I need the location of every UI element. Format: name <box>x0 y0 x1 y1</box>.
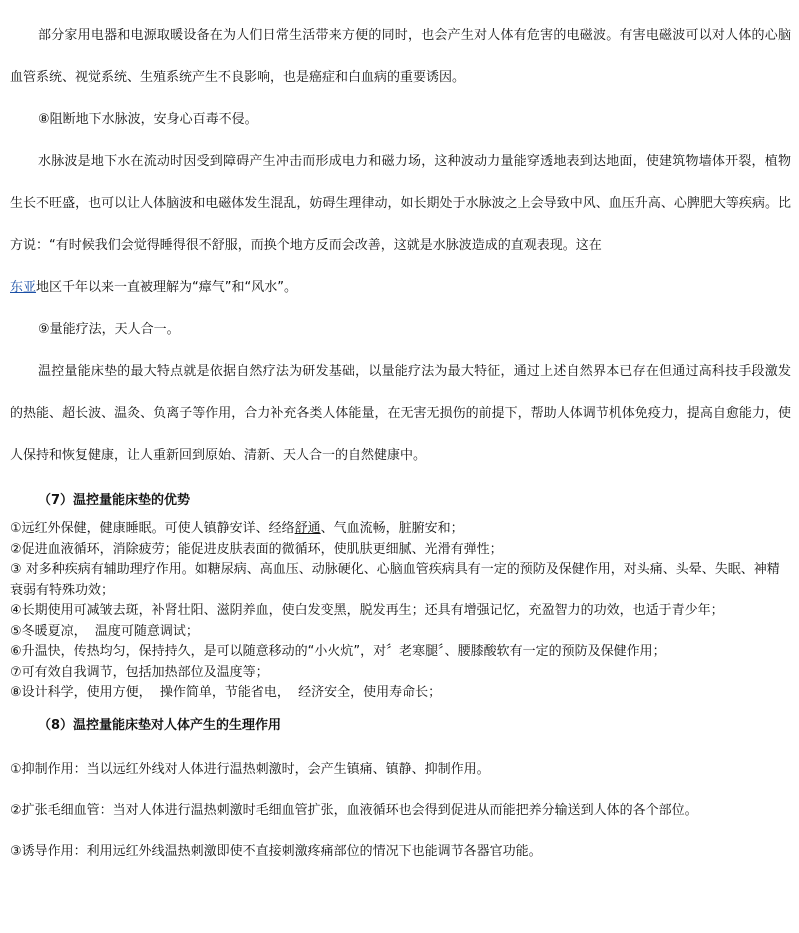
advantage-1-text: ①远红外保健，健康睡眠。可使人镇静安详、经络 <box>10 521 295 536</box>
effect-inhibition: ①抑制作用：当以远红外线对人体进行温热刺激时，会产生镇痛、镇静、抑制作用。 <box>10 761 490 777</box>
section-8-heading: （8）温控量能床垫对人体产生的生理作用 <box>38 717 282 733</box>
advantage-item <box>10 519 791 540</box>
paragraph-water-vein <box>10 141 791 267</box>
advantage-4-text: ④长期使用可减皱去斑，补肾壮阳、滋阴养血，使白发变黑，脱发再生；还具有增强记忆，充盈智力的功效，也适于青少年； <box>10 603 724 618</box>
advantage-6-text: ⑥升温快，传热均匀，保持持久，是可以随意移动的“小火炕”，对〞老寒腿〞、腰膝酸软有一定的预防及保健作用； <box>10 644 666 659</box>
paragraph-em-waves: 部分家用电器和电源取暖设备在为人们日常生活带来方便的同时，也会产生对人体有危害的电磁波。有害电磁波可以对人体的心脑血管系统、视觉系统、生殖系统产生不良影响，也是癌症和白血病的重要诱因。 <box>10 28 791 85</box>
advantage-item <box>10 560 791 601</box>
advantage-item <box>10 622 791 643</box>
advantage-item <box>10 642 791 663</box>
advantage-5-text: ⑤冬暖夏凉， 温度可随意调试； <box>10 623 199 639</box>
advantage-7-text: ⑦可有效自我调节，包括加热部位及温度等； <box>10 664 269 680</box>
water-vein-text: 水脉波是地下水在流动时因受到障碍产生冲击而形成电力和磁力场，这种波动力量能穿透地表到达地面，使建筑物墙体开裂，植物生长不旺盛，也可以让人体脑波和电磁体发生混乱，妨碍生理律动，如长期处于水脉波之上会导致中风、血压升高、心脾肥大等疾病。比方说：“有时候我们会觉得睡得很不舒服，而换个地方反而会改善，这就是水脉波造成的直观表现。这在 <box>10 154 791 253</box>
article-body <box>10 0 791 862</box>
section-7-heading: （7）温控量能床垫的优势 <box>38 493 191 508</box>
advantage-3-text: ③ 对多种疾病有辅助理疗作用。如糖尿病、高血压、动脉硬化、心脑血管疾病具有一定的预防及保健作用，对头痛、头晕、失眠、神精衰弱有特殊功效； <box>10 562 780 598</box>
effect-capillary: ②扩张毛细血管：当对人体进行温热刺激时毛细血管扩张，血液循环也会得到促进从而能把养分输送到人体的各个部位。 <box>10 802 698 818</box>
paragraph-point-9: ⑨量能疗法，天人合一。 <box>38 322 180 337</box>
advantage-2-text: ②促进血液循环，消除疲劳；能促进皮肤表面的微循环，使肌肤更细腻、光滑有弹性； <box>10 541 503 557</box>
east-asia-link[interactable]: 东亚 <box>10 280 37 295</box>
advantage-item <box>10 663 791 684</box>
effect-induction: ③诱导作用：利用远红外线温热刺激即使不直接刺激疼痛部位的情况下也能调节各器官功能。 <box>10 843 542 859</box>
advantage-8-text: ⑧设计科学，使用方便， 操作简单，节能省电， 经济安全，使用寿命长； <box>10 685 442 700</box>
paragraph-east-asia <box>10 267 791 309</box>
east-asia-tail: 地区千年以来一直被理解为“瘴气”和“风水”。 <box>36 280 297 295</box>
advantage-1-tail: 、气血流畅，脏腑安和； <box>320 521 464 536</box>
advantage-item <box>10 540 791 561</box>
advantages-list <box>10 519 791 704</box>
advantage-item <box>10 683 791 704</box>
paragraph-point-8: ⑧阻断地下水脉波，安身心百毒不侵。 <box>38 112 258 127</box>
advantage-item <box>10 601 791 622</box>
paragraph-energy-therapy: 温控量能床垫的最大特点就是依据自然疗法为研发基础，以量能疗法为最大特征，通过上述自然界本已存在但通过高科技手段激发的热能、超长波、温灸、负离子等作用，合力补充各类人体能量，在无害无损伤的前提下，帮助人体调节机体免疫力，提高自愈能力，使人保持和恢复健康，让人重新回到原始、清新、天人合一的自然健康中。 <box>10 364 791 463</box>
advantage-1-underlined: 舒通 <box>294 521 321 536</box>
